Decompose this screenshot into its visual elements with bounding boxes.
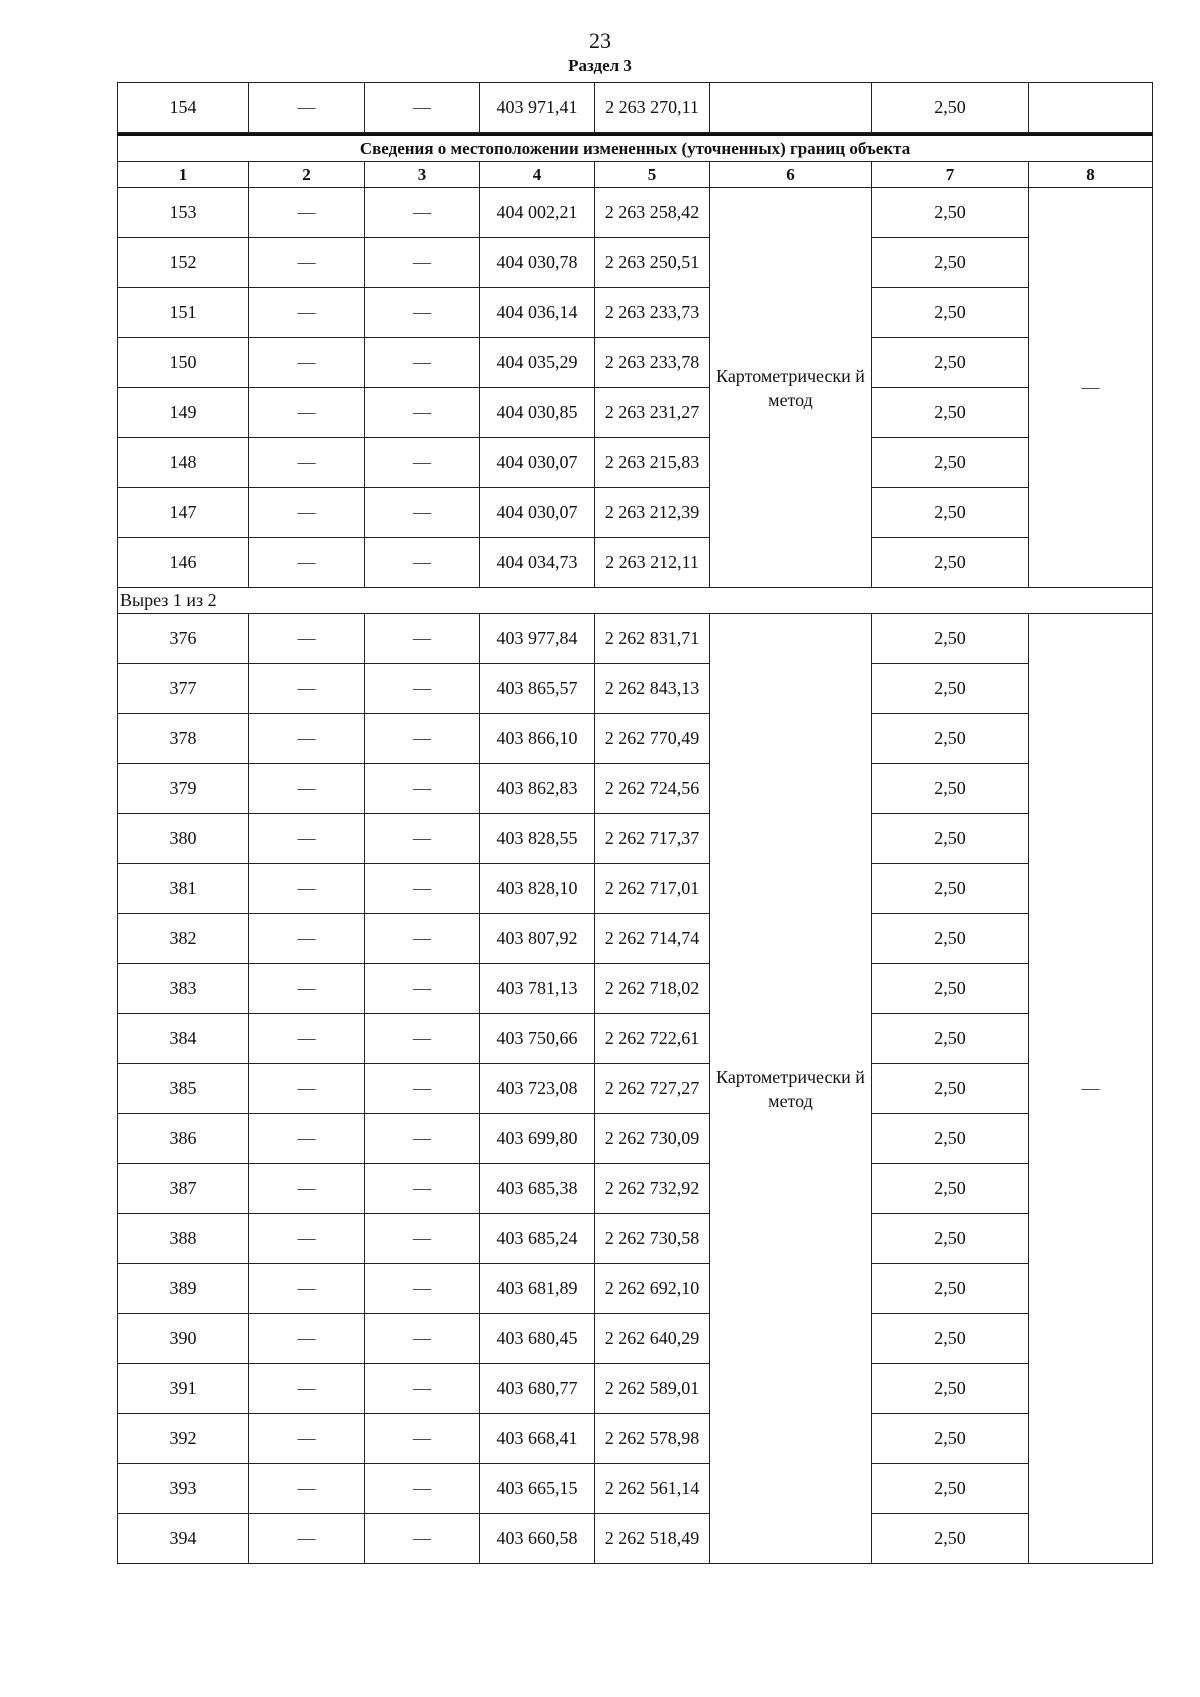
table-row — [118, 188, 1153, 238]
accuracy-cell: 2,50 — [872, 188, 1029, 238]
col3-cell: — — [365, 614, 480, 664]
point-number: 383 — [118, 964, 249, 1014]
accuracy-cell: 2,50 — [872, 614, 1029, 664]
col3-cell: — — [365, 1314, 480, 1364]
point-number: 384 — [118, 1014, 249, 1064]
point-number: 389 — [118, 1264, 249, 1314]
point-number: 379 — [118, 764, 249, 814]
col2-cell: — — [249, 614, 365, 664]
x-coordinate: 403 828,10 — [480, 864, 595, 914]
y-coordinate: 2 262 589,01 — [595, 1364, 710, 1414]
x-coordinate: 403 750,66 — [480, 1014, 595, 1064]
y-coordinate: 2 262 714,74 — [595, 914, 710, 964]
column-number: 2 — [249, 162, 365, 188]
table-row — [118, 914, 1153, 964]
point-number: 146 — [118, 538, 249, 588]
col3-cell: — — [365, 864, 480, 914]
col3-cell: — — [365, 914, 480, 964]
x-coordinate: 404 030,07 — [480, 438, 595, 488]
table-row — [118, 714, 1153, 764]
y-coordinate: 2 262 727,27 — [595, 1064, 710, 1114]
x-coordinate: 403 685,38 — [480, 1164, 595, 1214]
x-coordinate: 403 680,45 — [480, 1314, 595, 1364]
table-row — [118, 288, 1153, 338]
col2-cell: — — [249, 188, 365, 238]
accuracy-cell: 2,50 — [872, 664, 1029, 714]
table-row — [118, 664, 1153, 714]
accuracy-cell: 2,50 — [872, 1314, 1029, 1364]
col3-cell: — — [365, 338, 480, 388]
point-number: 382 — [118, 914, 249, 964]
table-row — [118, 488, 1153, 538]
y-coordinate: 2 262 692,10 — [595, 1264, 710, 1314]
accuracy-cell: 2,50 — [872, 488, 1029, 538]
y-coordinate: 2 263 270,11 — [595, 83, 710, 133]
point-number: 386 — [118, 1114, 249, 1164]
point-number: 154 — [118, 83, 249, 133]
y-coordinate: 2 262 561,14 — [595, 1464, 710, 1514]
accuracy-cell: 2,50 — [872, 538, 1029, 588]
column-number: 4 — [480, 162, 595, 188]
table-row — [118, 1314, 1153, 1364]
y-coordinate: 2 263 233,78 — [595, 338, 710, 388]
accuracy-cell: 2,50 — [872, 1464, 1029, 1514]
y-coordinate: 2 263 212,11 — [595, 538, 710, 588]
point-number: 390 — [118, 1314, 249, 1364]
table-row — [118, 438, 1153, 488]
col2-cell: — — [249, 1414, 365, 1464]
point-number: 377 — [118, 664, 249, 714]
col3-cell: — — [365, 1414, 480, 1464]
table-row — [118, 1414, 1153, 1464]
x-coordinate: 403 685,24 — [480, 1214, 595, 1264]
y-coordinate: 2 262 724,56 — [595, 764, 710, 814]
point-number: 376 — [118, 614, 249, 664]
col3-cell: — — [365, 1214, 480, 1264]
x-coordinate: 403 971,41 — [480, 83, 595, 133]
y-coordinate: 2 262 518,49 — [595, 1514, 710, 1564]
table-row — [118, 964, 1153, 1014]
col2-cell: — — [249, 1264, 365, 1314]
column-number: 7 — [872, 162, 1029, 188]
y-coordinate: 2 262 578,98 — [595, 1414, 710, 1464]
table-row — [118, 1464, 1153, 1514]
col2-cell: — — [249, 238, 365, 288]
y-coordinate: 2 263 212,39 — [595, 488, 710, 538]
x-coordinate: 403 866,10 — [480, 714, 595, 764]
y-coordinate: 2 262 640,29 — [595, 1314, 710, 1364]
table-row — [118, 1264, 1153, 1314]
table-row — [118, 338, 1153, 388]
table-row — [118, 1214, 1153, 1264]
point-number: 392 — [118, 1414, 249, 1464]
col2-cell: — — [249, 1064, 365, 1114]
point-number: 150 — [118, 338, 249, 388]
table-row — [118, 864, 1153, 914]
table-row — [118, 538, 1153, 588]
method-cell: Картометрически й метод — [710, 614, 872, 1564]
y-coordinate: 2 262 730,58 — [595, 1214, 710, 1264]
method-cell — [710, 83, 872, 133]
column-number: 6 — [710, 162, 872, 188]
y-coordinate: 2 262 717,37 — [595, 814, 710, 864]
table-row — [118, 1514, 1153, 1564]
accuracy-cell: 2,50 — [872, 1114, 1029, 1164]
accuracy-cell: 2,50 — [872, 1264, 1029, 1314]
column-number: 1 — [118, 162, 249, 188]
continuation-table — [117, 82, 1153, 133]
x-coordinate: 403 977,84 — [480, 614, 595, 664]
y-coordinate: 2 263 215,83 — [595, 438, 710, 488]
col2-cell: — — [249, 338, 365, 388]
col3-cell: — — [365, 1364, 480, 1414]
point-number: 378 — [118, 714, 249, 764]
x-coordinate: 404 030,78 — [480, 238, 595, 288]
y-coordinate: 2 262 732,92 — [595, 1164, 710, 1214]
accuracy-cell: 2,50 — [872, 864, 1029, 914]
column-numbers-row — [118, 162, 1153, 188]
col2-cell: — — [249, 1514, 365, 1564]
col3-cell: — — [365, 188, 480, 238]
x-coordinate: 403 668,41 — [480, 1414, 595, 1464]
point-number: 380 — [118, 814, 249, 864]
col8-cell: — — [1029, 614, 1153, 1564]
col3-cell: — — [365, 1464, 480, 1514]
point-number: 149 — [118, 388, 249, 438]
accuracy-cell: 2,50 — [872, 288, 1029, 338]
x-coordinate: 403 862,83 — [480, 764, 595, 814]
col2-cell: — — [249, 664, 365, 714]
accuracy-cell: 2,50 — [872, 1014, 1029, 1064]
point-number: 147 — [118, 488, 249, 538]
col2-cell: — — [249, 288, 365, 338]
table-row — [118, 1364, 1153, 1414]
x-coordinate: 403 699,80 — [480, 1114, 595, 1164]
table-row — [118, 764, 1153, 814]
accuracy-cell: 2,50 — [872, 1514, 1029, 1564]
y-coordinate: 2 262 831,71 — [595, 614, 710, 664]
point-number: 385 — [118, 1064, 249, 1114]
table-row — [118, 388, 1153, 438]
table-row — [118, 1164, 1153, 1214]
col2-cell: — — [249, 1214, 365, 1264]
accuracy-cell: 2,50 — [872, 388, 1029, 438]
col2-cell: — — [249, 814, 365, 864]
table-heading: Сведения о местоположении измененных (уточненных) границ объекта — [118, 135, 1153, 162]
col2-cell: — — [249, 538, 365, 588]
accuracy-cell: 2,50 — [872, 438, 1029, 488]
column-number: 3 — [365, 162, 480, 188]
y-coordinate: 2 262 718,02 — [595, 964, 710, 1014]
point-number: 153 — [118, 188, 249, 238]
column-number: 8 — [1029, 162, 1153, 188]
point-number: 391 — [118, 1364, 249, 1414]
col2-cell: — — [249, 1114, 365, 1164]
accuracy-cell: 2,50 — [872, 1164, 1029, 1214]
col3-cell: — — [365, 488, 480, 538]
accuracy-cell: 2,50 — [872, 814, 1029, 864]
point-number: 381 — [118, 864, 249, 914]
point-number: 387 — [118, 1164, 249, 1214]
accuracy-cell: 2,50 — [872, 238, 1029, 288]
x-coordinate: 403 781,13 — [480, 964, 595, 1014]
table-row — [118, 83, 1153, 133]
section-title: Раздел 3 — [568, 56, 632, 75]
accuracy-cell: 2,50 — [872, 83, 1029, 133]
page-number: 23 — [589, 28, 611, 53]
col2-cell: — — [249, 1314, 365, 1364]
col3-cell: — — [365, 1164, 480, 1214]
point-number: 152 — [118, 238, 249, 288]
accuracy-cell: 2,50 — [872, 764, 1029, 814]
table-row — [118, 1014, 1153, 1064]
table-row — [118, 1064, 1153, 1114]
x-coordinate: 404 034,73 — [480, 538, 595, 588]
point-number: 148 — [118, 438, 249, 488]
accuracy-cell: 2,50 — [872, 714, 1029, 764]
col2-cell: — — [249, 488, 365, 538]
table-row — [118, 814, 1153, 864]
point-number: 393 — [118, 1464, 249, 1514]
y-coordinate: 2 262 843,13 — [595, 664, 710, 714]
col2-cell: — — [249, 388, 365, 438]
x-coordinate: 404 030,07 — [480, 488, 595, 538]
y-coordinate: 2 263 233,73 — [595, 288, 710, 338]
y-coordinate: 2 262 730,09 — [595, 1114, 710, 1164]
y-coordinate: 2 262 717,01 — [595, 864, 710, 914]
accuracy-cell: 2,50 — [872, 338, 1029, 388]
x-coordinate: 403 723,08 — [480, 1064, 595, 1114]
col3-cell: — — [365, 764, 480, 814]
col3-cell: — — [365, 388, 480, 438]
point-number: 394 — [118, 1514, 249, 1564]
col2-cell: — — [249, 438, 365, 488]
x-coordinate: 404 036,14 — [480, 288, 595, 338]
method-cell: Картометрически й метод — [710, 188, 872, 588]
column-number: 5 — [595, 162, 710, 188]
x-coordinate: 404 035,29 — [480, 338, 595, 388]
col2-cell: — — [249, 1164, 365, 1214]
accuracy-cell: 2,50 — [872, 964, 1029, 1014]
table-row — [118, 614, 1153, 664]
col3-cell: — — [365, 714, 480, 764]
table-heading-row — [118, 135, 1153, 162]
col2-cell: — — [249, 864, 365, 914]
y-coordinate: 2 263 250,51 — [595, 238, 710, 288]
col3-cell: — — [365, 538, 480, 588]
col3-cell: — — [365, 238, 480, 288]
y-coordinate: 2 263 258,42 — [595, 188, 710, 238]
col3-cell: — — [365, 1114, 480, 1164]
x-coordinate: 403 660,58 — [480, 1514, 595, 1564]
x-coordinate: 403 865,57 — [480, 664, 595, 714]
col2-cell: — — [249, 83, 365, 133]
col3-cell: — — [365, 438, 480, 488]
accuracy-cell: 2,50 — [872, 1364, 1029, 1414]
cutout-note: Вырез 1 из 2 — [118, 588, 1153, 614]
accuracy-cell: 2,50 — [872, 1214, 1029, 1264]
x-coordinate: 403 807,92 — [480, 914, 595, 964]
col2-cell: — — [249, 1364, 365, 1414]
x-coordinate: 404 030,85 — [480, 388, 595, 438]
x-coordinate: 403 828,55 — [480, 814, 595, 864]
accuracy-cell: 2,50 — [872, 1064, 1029, 1114]
col3-cell: — — [365, 1264, 480, 1314]
col2-cell: — — [249, 914, 365, 964]
col2-cell: — — [249, 1464, 365, 1514]
y-coordinate: 2 262 722,61 — [595, 1014, 710, 1064]
boundary-table — [117, 133, 1153, 1564]
table-row — [118, 238, 1153, 288]
col2-cell: — — [249, 714, 365, 764]
col2-cell: — — [249, 1014, 365, 1064]
table-row — [118, 1114, 1153, 1164]
col8-cell — [1029, 83, 1153, 133]
x-coordinate: 404 002,21 — [480, 188, 595, 238]
col3-cell: — — [365, 1514, 480, 1564]
x-coordinate: 403 665,15 — [480, 1464, 595, 1514]
col2-cell: — — [249, 964, 365, 1014]
col3-cell: — — [365, 1064, 480, 1114]
y-coordinate: 2 263 231,27 — [595, 388, 710, 438]
x-coordinate: 403 680,77 — [480, 1364, 595, 1414]
col3-cell: — — [365, 964, 480, 1014]
col3-cell: — — [365, 1014, 480, 1064]
col3-cell: — — [365, 814, 480, 864]
x-coordinate: 403 681,89 — [480, 1264, 595, 1314]
accuracy-cell: 2,50 — [872, 914, 1029, 964]
point-number: 151 — [118, 288, 249, 338]
cutout-note-row — [118, 588, 1153, 614]
col3-cell: — — [365, 664, 480, 714]
accuracy-cell: 2,50 — [872, 1414, 1029, 1464]
col3-cell: — — [365, 288, 480, 338]
y-coordinate: 2 262 770,49 — [595, 714, 710, 764]
col2-cell: — — [249, 764, 365, 814]
col8-cell: — — [1029, 188, 1153, 588]
point-number: 388 — [118, 1214, 249, 1264]
col3-cell: — — [365, 83, 480, 133]
